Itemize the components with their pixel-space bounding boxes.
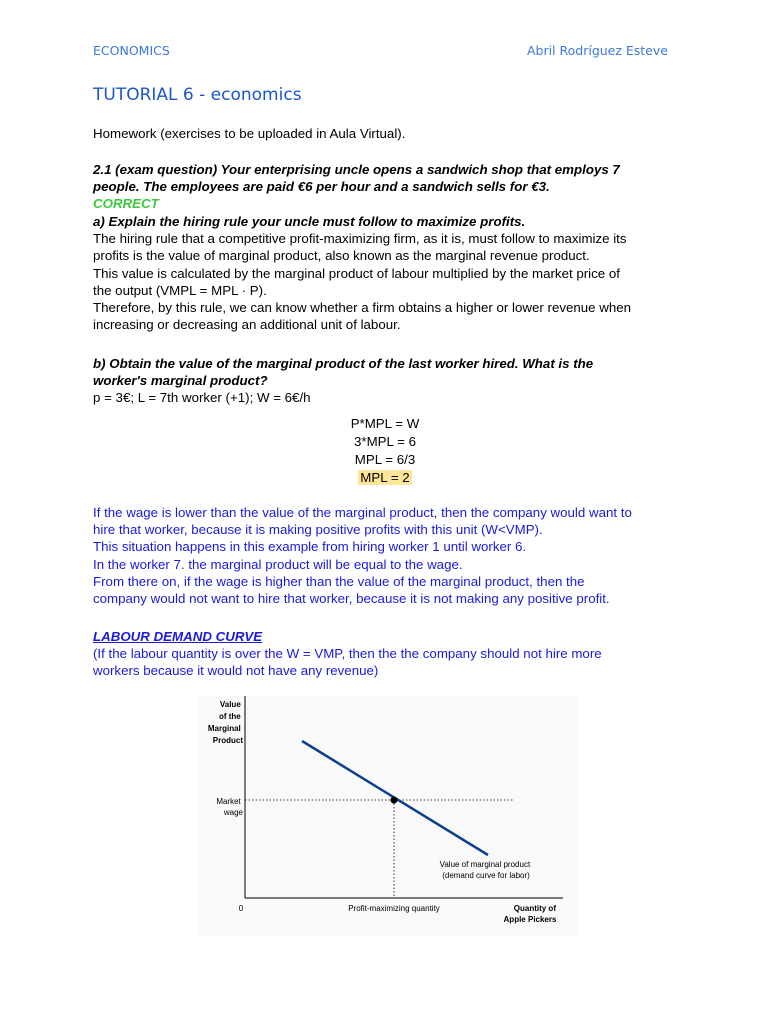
equation-line: 3*MPL = 6 xyxy=(354,434,416,449)
part-a xyxy=(93,213,683,333)
explanation xyxy=(93,504,683,607)
part-a-line: the output (VMPL = MPL · P). xyxy=(93,282,267,298)
market-wage-label: Market wage xyxy=(216,797,243,817)
curve-label: Value of marginal product (demand curve for labor) xyxy=(439,860,531,880)
part-a-line: Therefore, by this rule, we can know whether a firm obtains a higher or lower revenue when xyxy=(93,300,632,316)
labour-demand-line-2: workers because it would not have any revenue) xyxy=(93,663,379,679)
explanation-line: hire that worker, because it is making positive profits with this unit (W<VMP). xyxy=(93,522,543,538)
labour-demand-heading: LABOUR DEMAND CURVE xyxy=(93,629,263,644)
part-b-heading-2: worker's marginal product? xyxy=(93,373,268,389)
labour-demand-line-1: (If the labour quantity is over the W = VMP, then the the company should not hire more xyxy=(93,646,602,662)
page-title: TUTORIAL 6 - economics xyxy=(93,85,302,105)
question-line-2: people. The employees are paid €6 per hour and a sandwich sells for €3. xyxy=(93,179,550,195)
part-a-line: profits is the value of marginal product, also known as the marginal revenue product. xyxy=(93,248,590,264)
x-axis-label: Quantity of Apple Pickers xyxy=(503,904,557,924)
equation-block xyxy=(300,415,470,487)
part-b xyxy=(93,355,683,407)
explanation-line: From there on, if the wage is higher than the value of the marginal product, then the xyxy=(93,573,585,589)
equilibrium-point xyxy=(391,797,398,804)
homework-note: Homework (exercises to be uploaded in Aula Virtual). xyxy=(93,126,406,141)
part-b-heading-1: b) Obtain the value of the marginal product of the last worker hired. What is the xyxy=(93,356,594,371)
header-right: Abril Rodríguez Esteve xyxy=(526,43,668,58)
origin-label: 0 xyxy=(238,904,244,913)
labour-demand-section xyxy=(93,628,683,680)
explanation-line: This situation happens in this example from hiring worker 1 until worker 6. xyxy=(93,539,527,555)
question-text xyxy=(93,161,683,213)
labour-demand-figure xyxy=(198,696,578,936)
equation-line: MPL = 6/3 xyxy=(354,452,416,467)
header-left: ECONOMICS xyxy=(93,43,170,58)
part-a-heading: a) Explain the hiring rule your uncle must follow to maximize profits. xyxy=(93,214,526,229)
part-a-line: This value is calculated by the marginal product of labour multiplied by the market price of xyxy=(93,265,620,281)
explanation-line: In the worker 7. the marginal product will be equal to the wage. xyxy=(93,556,463,572)
part-a-line: increasing or decreasing an additional unit of labour. xyxy=(93,317,401,333)
explanation-line: company would not want to hire that worker, because it is not making any positive profit. xyxy=(93,591,610,607)
figure-background xyxy=(198,696,578,936)
equation-result: MPL = 2 xyxy=(360,470,410,485)
question-line-1: 2.1 (exam question) Your enterprising uncle opens a sandwich shop that employs 7 xyxy=(93,162,620,177)
part-b-givens: p = 3€; L = 7th worker (+1); W = 6€/h xyxy=(93,390,311,406)
y-axis-label: Value of the Marginal Product xyxy=(207,700,243,745)
explanation-line: If the wage is lower than the value of the marginal product, then the company would want to xyxy=(93,505,632,520)
status-correct: CORRECT xyxy=(93,196,159,212)
part-a-line: The hiring rule that a competitive profit-maximizing firm, as it is, must follow to maximize its xyxy=(93,231,627,247)
x-mid-label: Profit-maximizing quantity xyxy=(348,904,440,913)
equation-line: P*MPL = W xyxy=(350,416,420,431)
